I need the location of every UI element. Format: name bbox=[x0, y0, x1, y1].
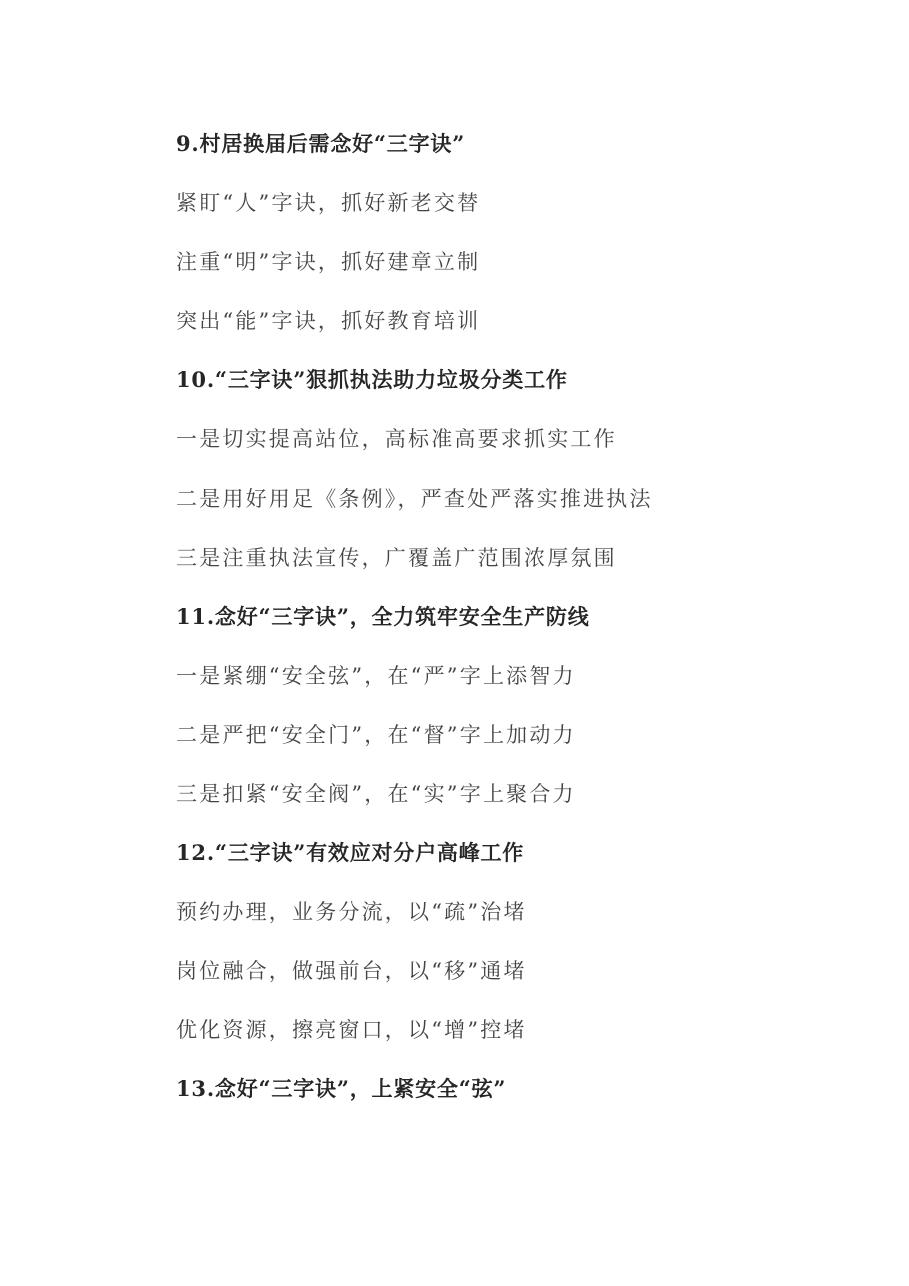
list-item: 三是扣紧“安全阀”，在“实”字上聚合力 bbox=[176, 782, 576, 806]
section-heading-9: 9.村居换届后需念好“三字诀” bbox=[176, 131, 466, 156]
section-heading-11: 11.念好“三字诀”，全力筑牢安全生产防线 bbox=[176, 604, 590, 629]
list-item: 预约办理，业务分流，以“疏”治堵 bbox=[176, 900, 527, 924]
list-item: 一是切实提高站位，高标准高要求抓实工作 bbox=[176, 427, 617, 451]
list-item: 二是严把“安全门”，在“督”字上加动力 bbox=[176, 723, 576, 747]
list-item: 二是用好用足《条例》，严查处严落实推进执法 bbox=[176, 487, 653, 511]
list-item: 紧盯“人”字诀，抓好新老交替 bbox=[176, 191, 481, 215]
section-heading-13: 13.念好“三字诀”，上紧安全“弦” bbox=[176, 1076, 507, 1101]
list-item: 岗位融合，做强前台，以“移”通堵 bbox=[176, 959, 527, 983]
list-item: 优化资源，擦亮窗口，以“增”控堵 bbox=[176, 1018, 527, 1042]
list-item: 一是紧绷“安全弦”，在“严”字上添智力 bbox=[176, 664, 576, 688]
section-heading-12: 12.“三字诀”有效应对分户高峰工作 bbox=[176, 840, 525, 865]
list-item: 注重“明”字诀，抓好建章立制 bbox=[176, 250, 481, 274]
section-heading-10: 10.“三字诀”狠抓执法助力垃圾分类工作 bbox=[176, 367, 568, 392]
list-item: 突出“能”字诀，抓好教育培训 bbox=[176, 309, 481, 333]
list-item: 三是注重执法宣传，广覆盖广范围浓厚氛围 bbox=[176, 546, 617, 570]
